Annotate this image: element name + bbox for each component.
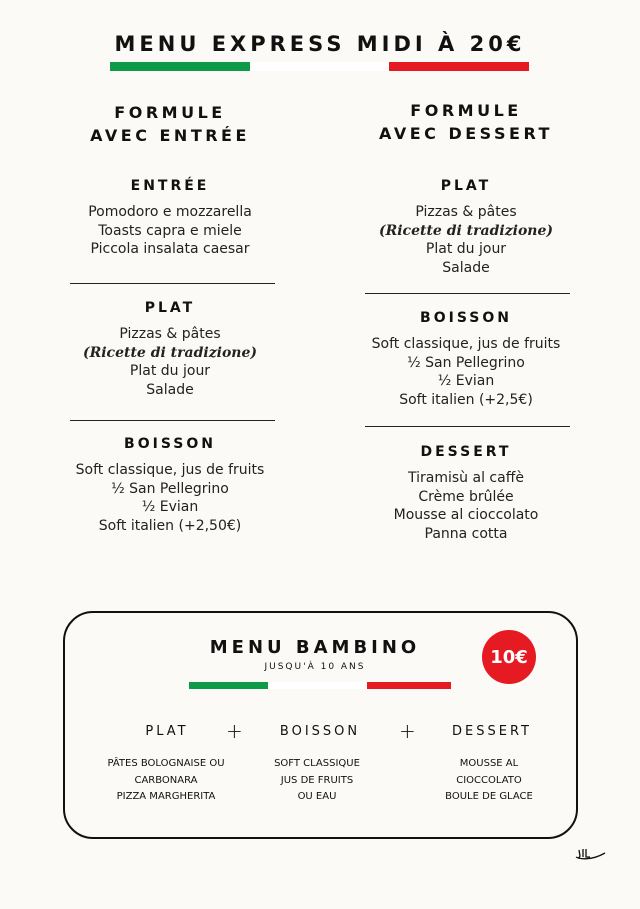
menu-item: PIZZA MARGHERITA <box>116 791 216 802</box>
heading-line: AVEC DESSERT <box>379 124 553 143</box>
menu-item: Pizzas & pâtes <box>119 326 221 342</box>
plus-icon: + <box>399 719 416 743</box>
menu-item: Soft classique, jus de fruits <box>371 336 561 352</box>
bambino-boisson-title: BOISSON <box>279 724 361 739</box>
menu-item: OU EAU <box>297 791 337 802</box>
signature-logo <box>575 846 607 860</box>
italian-flag-bar <box>189 682 451 689</box>
divider <box>70 420 275 421</box>
menu-item: PÂTES BOLOGNAISE OU <box>107 758 225 769</box>
menu-item: Pizzas & pâtes <box>415 204 517 220</box>
menu-item: Panna cotta <box>424 525 508 542</box>
menu-item: SOFT CLASSIQUE <box>274 758 360 769</box>
formule-dessert-heading <box>316 99 616 145</box>
divider <box>70 283 275 284</box>
bambino-subtitle: JUSQU'À 10 ANS <box>264 662 366 672</box>
section-title: ENTRÉE <box>130 178 210 194</box>
bambino-dessert-title: DESSERT <box>452 724 532 739</box>
menu-item: Pomodoro e mozzarella <box>88 204 252 220</box>
menu-item: Salade <box>442 259 490 276</box>
menu-item: Salade <box>146 381 194 398</box>
plus-icon: + <box>226 719 243 743</box>
bambino-boisson-items <box>227 756 407 806</box>
price-badge: 10€ <box>482 630 536 684</box>
menu-item: Mousse al cioccolato <box>393 507 539 523</box>
heading-line: FORMULE <box>410 101 522 120</box>
bambino-dessert-items <box>399 756 579 806</box>
menu-item: CARBONARA <box>134 774 198 786</box>
divider <box>365 426 570 427</box>
section-entree <box>20 178 320 259</box>
bambino-plat-title: PLAT <box>145 724 189 739</box>
menu-item: Plat du jour <box>425 241 507 257</box>
menu-item: BOULE DE GLACE <box>445 791 533 802</box>
section-title: PLAT <box>144 300 196 316</box>
menu-item: Toasts capra e miele <box>98 222 242 239</box>
menu-item: Crème brûlée <box>418 488 514 505</box>
menu-item: MOUSSE AL <box>459 758 519 769</box>
section-title: PLAT <box>440 178 492 194</box>
italian-flag-bar <box>110 62 529 71</box>
section-boisson <box>316 310 616 409</box>
section-plat <box>20 300 320 399</box>
menu-item: ½ San Pellegrino <box>407 354 525 371</box>
menu-item: (Ricette di tradizione) <box>82 344 258 361</box>
section-title: DESSERT <box>420 444 512 460</box>
menu-item: Soft italien (+2,5€) <box>399 391 533 408</box>
section-title: BOISSON <box>420 310 512 326</box>
menu-item: JUS DE FRUITS <box>280 774 354 786</box>
menu-item: ½ San Pellegrino <box>111 480 229 497</box>
heading-line: FORMULE <box>114 103 226 122</box>
menu-item: Tiramisù al caffè <box>408 470 524 486</box>
bambino-title: MENU BAMBINO <box>209 637 421 658</box>
menu-item: ½ Evian <box>437 373 495 389</box>
section-title: BOISSON <box>124 436 216 452</box>
section-plat <box>316 178 616 277</box>
section-dessert <box>316 444 616 543</box>
divider <box>365 293 570 294</box>
menu-item: ½ Evian <box>141 499 199 515</box>
menu-item: Soft classique, jus de fruits <box>75 462 265 478</box>
menu-item: CIOCCOLATO <box>456 774 522 786</box>
menu-item: (Ricette di tradizione) <box>378 222 554 239</box>
menu-item: Plat du jour <box>129 363 211 379</box>
page-title: MENU EXPRESS MIDI À 20€ <box>114 32 526 56</box>
formule-entree-heading <box>20 101 320 147</box>
section-boisson <box>20 436 320 535</box>
menu-item: Soft italien (+2,50€) <box>98 517 242 534</box>
menu-item: Piccola insalata caesar <box>90 241 250 257</box>
heading-line: AVEC ENTRÉE <box>90 126 250 145</box>
